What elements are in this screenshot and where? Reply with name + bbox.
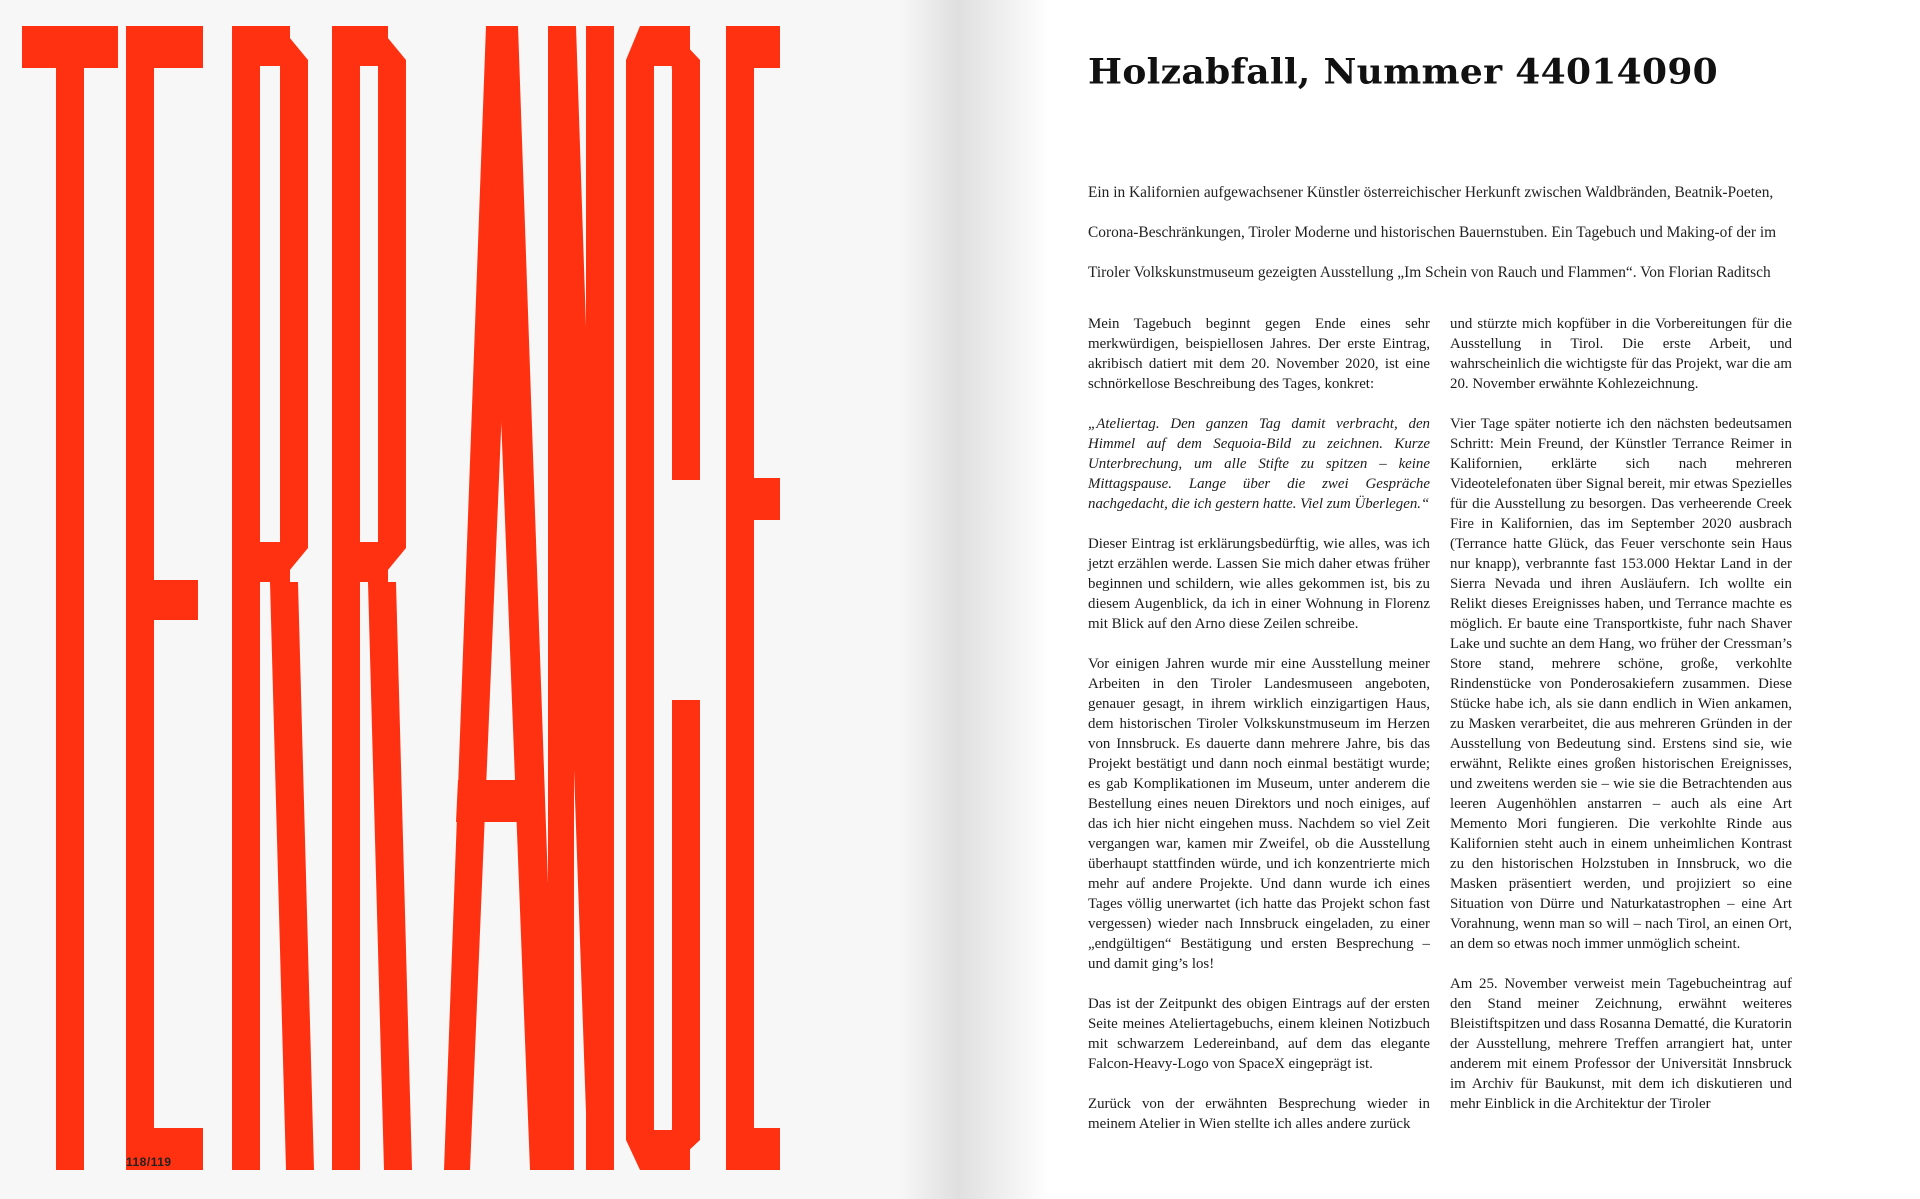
- text-column-1: [1088, 314, 1430, 1154]
- article-headline: Holzabfall, Nummer 44014090: [1088, 52, 1719, 93]
- paragraph: Dieser Eintrag ist erklärungsbedürftig, wie alles, was ich jetzt erzählen werde. Lassen Sie mich daher etwas früher beginnen und schildern, wie alles gekommen ist, bis zu diesem Augenblick, da ich in einer Wohnung in Florenz mit Blick auf den Arno diese Zeilen schreibe.: [1088, 536, 1430, 632]
- lead-line: Tiroler Volkskunstmuseum gezeigten Ausstellung „Im Schein von Rauch und Flammen“. Von Florian Raditsch: [1088, 264, 1771, 281]
- letter-n: [548, 26, 614, 1170]
- lead-line: Ein in Kalifornien aufgewachsener Künstler österreichischer Herkunft zwischen Waldbränden, Beatnik-Poeten,: [1088, 184, 1774, 201]
- letter-e: [126, 26, 203, 1170]
- paragraph: Vor einigen Jahren wurde mir eine Ausstellung meiner Arbeiten in den Tiroler Landesmuseen angeboten, genauer gesagt, in ihrem wirklich einzigartigen Haus, dem historischen Tiroler Volkskunstmuseum im Herzen von Innsbruck. Es dauerte dann mehrere Jahre, bis das Projekt bestätigt und dann noch einmal bestätigt wurde; es gab Komplikationen im Museum, unter anderem die Bestellung eines neuen Direktors und noch einiges, auf das ich hier nicht eingehen muss. Nachdem so viel Zeit vergangen war, kamen mir Zweifel, ob die Ausstellung überhaupt stattfinden würde, und ich konzentrierte mich mehr auf andere Projekte. Und dann wurde ich eines Tages völlig unerwartet (ich hatte das Projekt schon fast vergessen) wieder nach Innsbruck eingeladen, zu einer „endgültigen“ Bestätigung und ersten Besprechung – und damit ging’s los!: [1088, 656, 1430, 972]
- paragraph: Zurück von der erwähnten Besprechung wieder in meinem Atelier in Wien stellte ich alles andere zurück: [1088, 1096, 1430, 1132]
- paragraph: Vier Tage später notierte ich den nächsten bedeutsamen Schritt: Mein Freund, der Künstler Terrance Reimer in Kalifornien, erklärte sich nach mehreren Videotelefonaten über Signal bereit, mir etwas Spezielles für die Ausstellung zu besorgen. Das verheerende Creek Fire in Kalifornien, das im September 2020 ausbrach (Terrance hatte Glück, das Feuer verschonte sein Haus nur knapp), verbrannte fast 153.000 Hektar Land in der Sierra Nevada und ihren Ausläufern. Ich wollte ein Relikt dieses Ereignisses haben, und Terrance machte es möglich. Er baute eine Transportkiste, fuhr nach Shaver Lake und suchte an dem Hang, wo früher der Cressman’s Store stand, mehrere schöne, große, verkohlte Rindenstücke von Ponderosakiefern zusammen. Diese Stücke habe ich, als sie dann endlich in Wien ankamen, zu Masken verarbeitet, die aus mehreren Gründen in der Ausstellung von Bedeutung sind. Erstens sind sie, wie erwähnt, Relikte eines großen historischen Ereignisses, und zweitens werden sie – wie sie die Betrachtenden aus leeren Augenhöhlen anstarren – auch als eine Art Memento Mori fungieren. Die verkohlte Rinde aus Kalifornien steht auch in einem unheimlichen Kontrast zu den historischen Holzstuben in Innsbruck, wo die Masken präsentiert werden, und projiziert so eine Situation von Dürre und Naturkatastrophen – eine Art Vorahnung, wenn man so will – nach Tirol, an einen Ort, an dem so etwas noch immer unmöglich scheint.: [1450, 416, 1792, 952]
- paragraph: und stürzte mich kopfüber in die Vorbereitungen für die Ausstellung in Tirol. Die erste Arbeit, und wahrscheinlich die wichtigste für das Projekt, war die am 20. November erwähnte Kohlezeichnung.: [1450, 316, 1792, 392]
- letter-e-2: [726, 26, 780, 1170]
- letter-c: [626, 26, 700, 1170]
- text-column-2: [1450, 314, 1792, 1134]
- page-number: 118/119: [126, 1155, 172, 1169]
- letter-a: [444, 26, 558, 1170]
- paragraph: Mein Tagebuch beginnt gegen Ende eines sehr merkwürdigen, beispiellosen Jahres. Der erste Eintrag, akribisch datiert mit dem 20. November 2020, ist eine schnörkellose Beschreibung des Tages, konkret:: [1088, 316, 1430, 392]
- paragraph: Am 25. November verweist mein Tagebucheintrag auf den Stand meiner Zeichnung, erwähnt weiteres Bleistiftspitzen und dass Rosanna Dematté, die Kuratorin der Ausstellung, mehrere Treffen arrangiert hat, unter anderem mit einem Professor der Universität Innsbruck im Archiv für Baukunst, mit dem ich diskutieren und mehr Einblick in die Architektur der Tiroler: [1450, 976, 1792, 1112]
- letter-r: [232, 26, 314, 1170]
- gutter-shadow-left: [900, 0, 960, 1199]
- diary-quote: „Ateliertag. Den ganzen Tag damit verbracht, den Himmel auf dem Sequoia-Bild zu zeichnen. Kurze Unterbrechung, um alle Stifte zu spitzen – keine Mittagspause. Lange über die zwei Gespräche nachgedacht, die ich gestern hatte. Viel zum Überlegen.“: [1088, 416, 1430, 512]
- gutter-shadow-right: [960, 0, 1050, 1199]
- letter-t: [22, 26, 118, 1170]
- lead-line: Corona-Beschränkungen, Tiroler Moderne und historischen Bauernstuben. Ein Tagebuch und Making-of der im: [1088, 224, 1777, 241]
- paragraph: Das ist der Zeitpunkt des obigen Eintrags auf der ersten Seite meines Ateliertagebuchs, einem kleinen Notizbuch mit schwarzem Ledereinband, auf dem das elegante Falcon-Heavy-Logo von SpaceX eingeprägt ist.: [1088, 996, 1430, 1072]
- article-lead: [1088, 173, 1798, 293]
- right-page: [960, 0, 1920, 1199]
- letter-r-2: [332, 26, 412, 1170]
